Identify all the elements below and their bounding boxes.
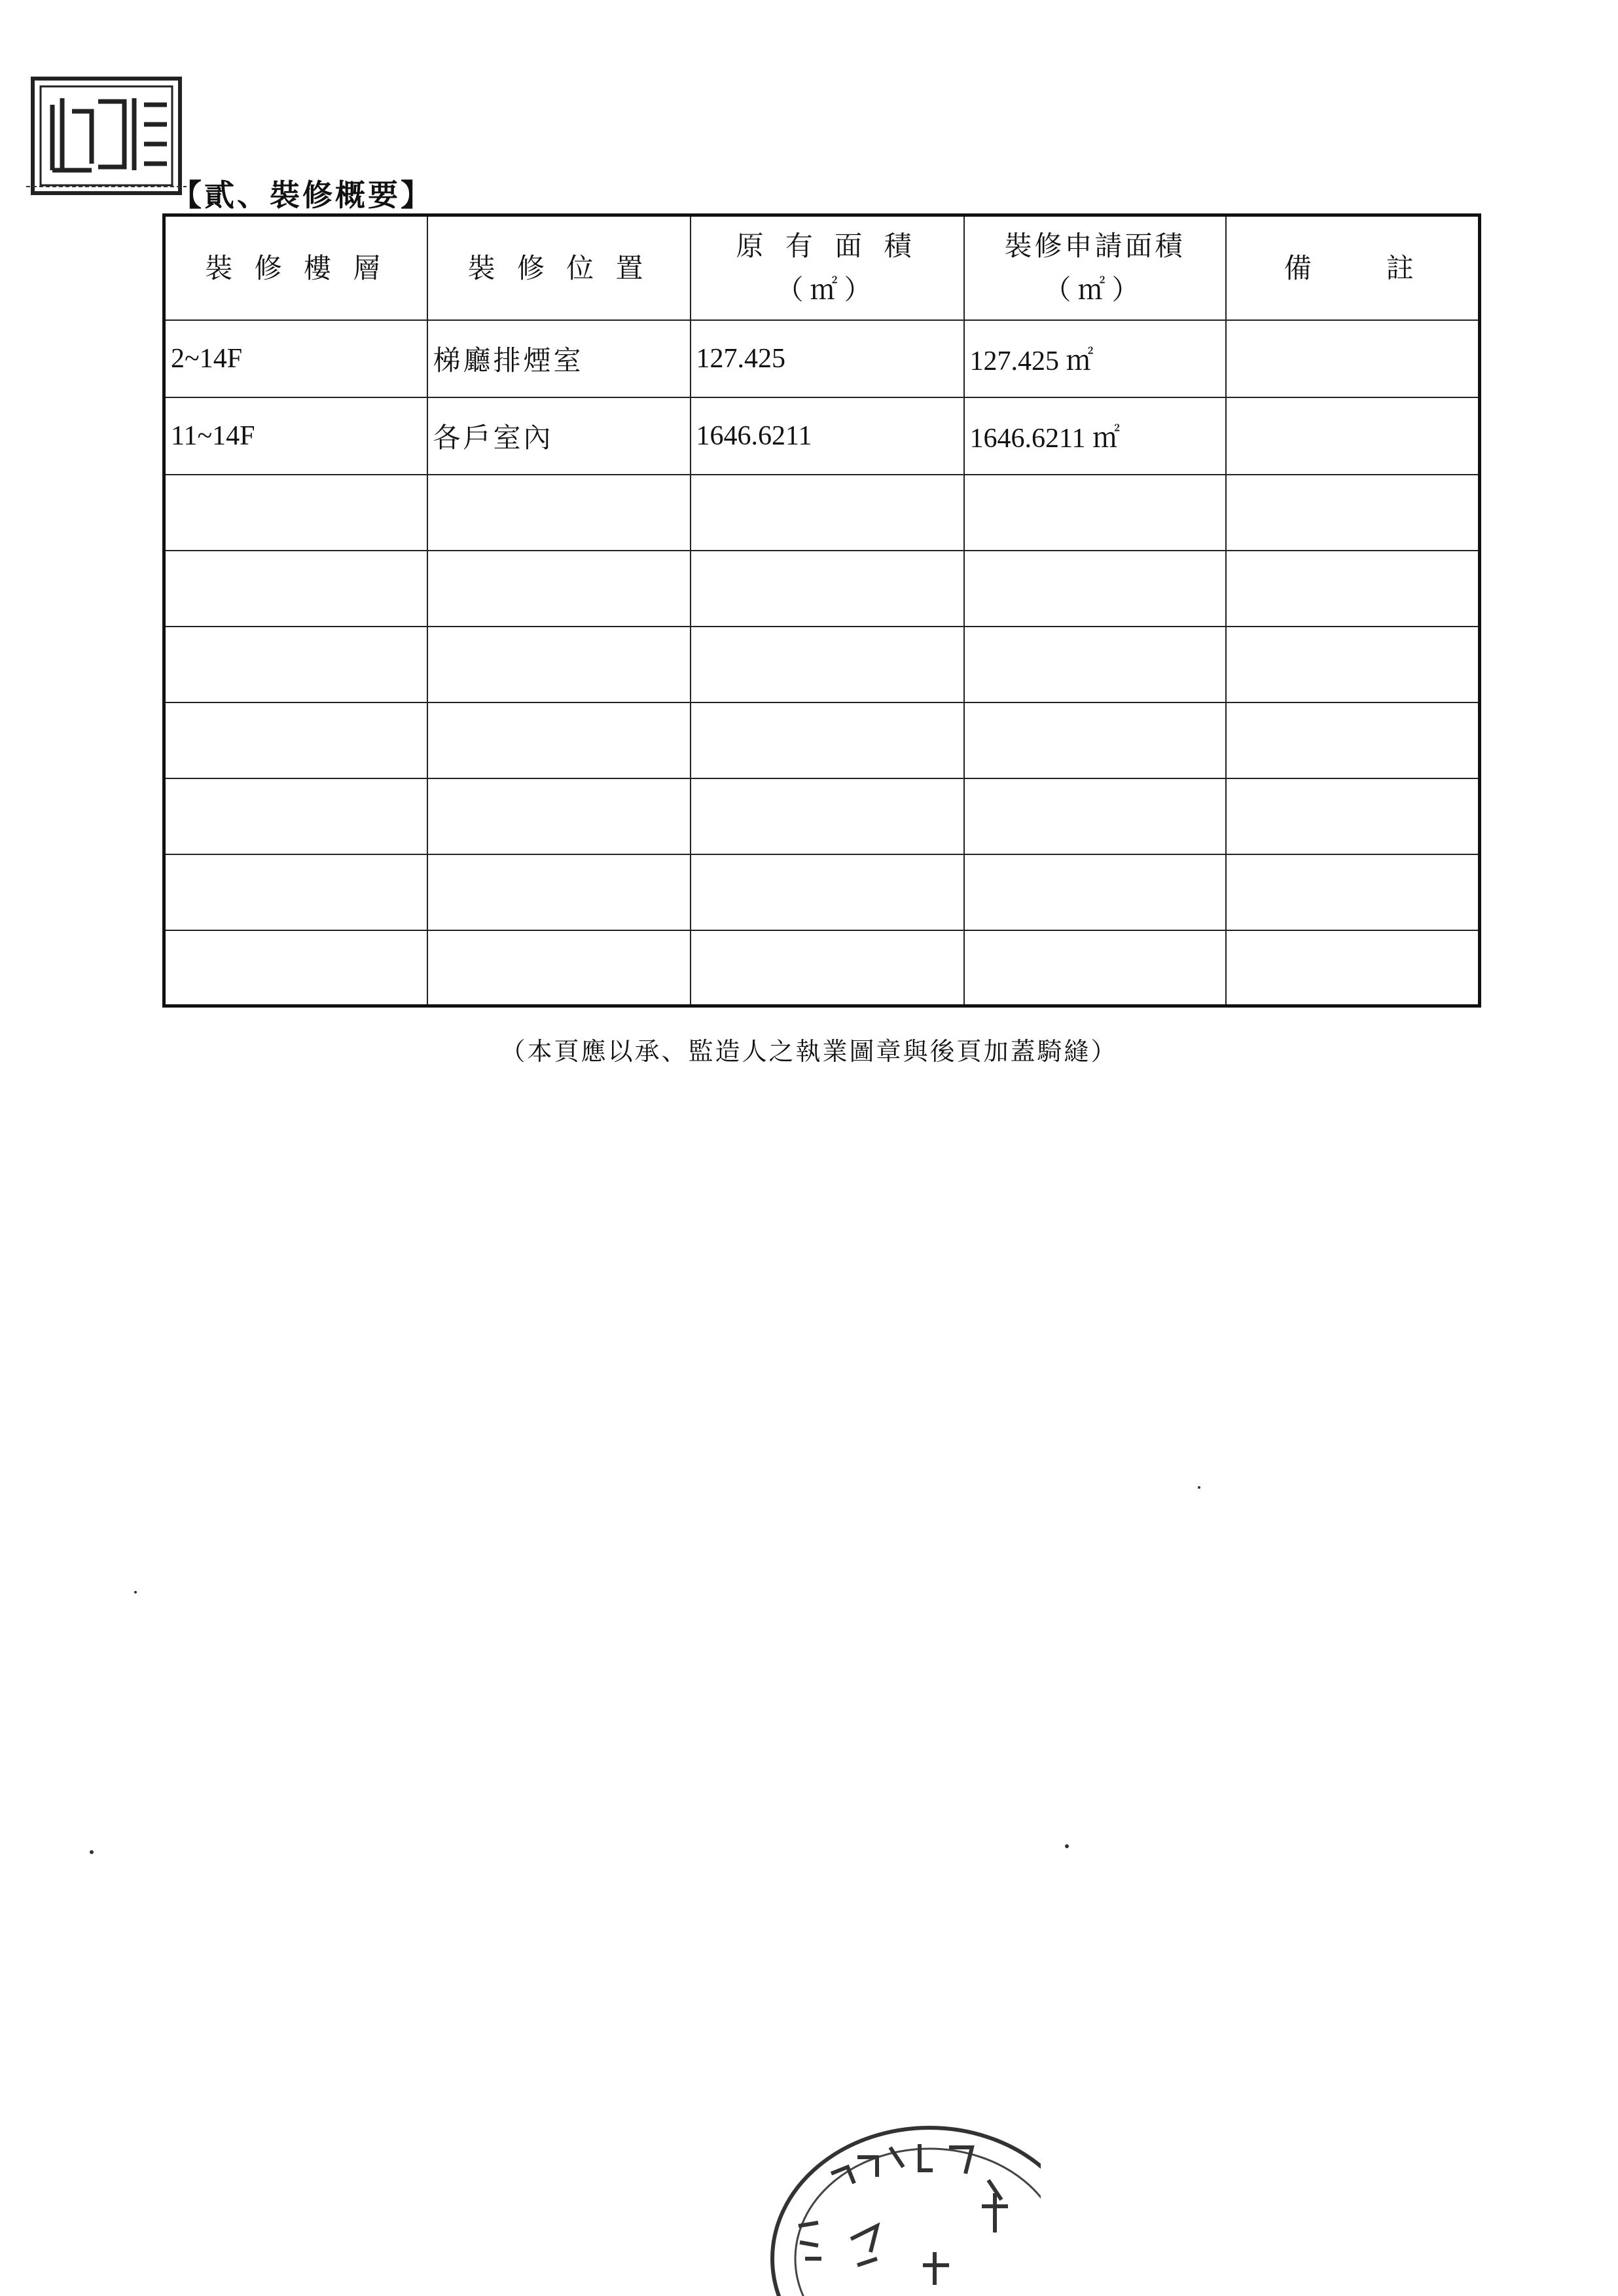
cell-remarks xyxy=(1226,320,1480,397)
table-row-empty xyxy=(164,702,1480,778)
header-location: 裝 修 位 置 xyxy=(427,215,691,320)
seal-stamp-top xyxy=(26,65,187,200)
cell-floor: 2~14F xyxy=(164,320,427,397)
header-original-area-label: 原 有 面 積 xyxy=(736,230,918,263)
scan-speck xyxy=(1065,1844,1069,1848)
seal-stamp-bottom xyxy=(759,2102,1041,2296)
table-row-empty xyxy=(164,778,1480,854)
header-original-area-unit: （㎡） xyxy=(776,274,878,306)
table-row-empty xyxy=(164,854,1480,930)
scan-speck xyxy=(134,1591,137,1594)
table-header-row xyxy=(164,215,1480,320)
scan-speck xyxy=(90,1850,94,1854)
cell-remarks xyxy=(1226,397,1480,475)
header-applied-area-label: 裝修申請面積 xyxy=(1004,230,1185,263)
header-applied-area xyxy=(964,215,1226,320)
table-row-empty xyxy=(164,551,1480,627)
header-remarks: 備 註 xyxy=(1226,215,1480,320)
table-row-empty xyxy=(164,930,1480,1006)
cell-applied-area: 127.425 ㎡ xyxy=(964,320,1226,397)
cell-original-area: 1646.6211 xyxy=(691,397,964,475)
header-floor: 裝 修 樓 層 xyxy=(164,215,427,320)
cell-floor: 11~14F xyxy=(164,397,427,475)
table-row-empty xyxy=(164,475,1480,551)
renovation-summary-table xyxy=(162,213,1481,1008)
footnote: （本頁應以承、監造人之執業圖章與後頁加蓋騎縫） xyxy=(500,1037,1118,1066)
cell-original-area: 127.425 xyxy=(691,320,964,397)
cell-location: 梯廳排煙室 xyxy=(427,320,691,397)
table-row xyxy=(164,320,1480,397)
table-row-empty xyxy=(164,627,1480,702)
header-original-area xyxy=(691,215,964,320)
cell-location: 各戶室內 xyxy=(427,397,691,475)
scan-speck xyxy=(1198,1486,1200,1489)
section-title: 【貳、裝修概要】 xyxy=(171,177,433,213)
cell-applied-area: 1646.6211 ㎡ xyxy=(964,397,1226,475)
header-applied-area-unit: （㎡） xyxy=(1043,274,1146,306)
table-row xyxy=(164,397,1480,475)
